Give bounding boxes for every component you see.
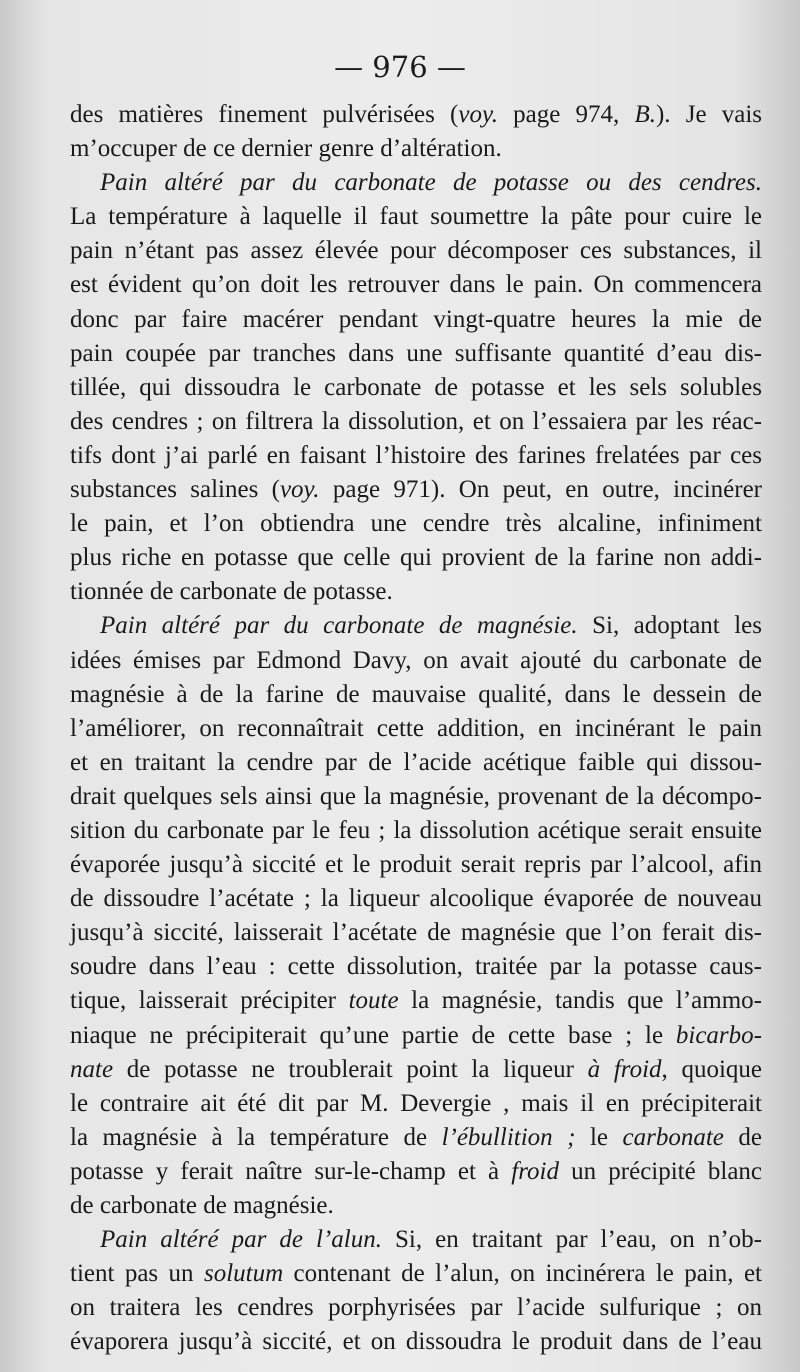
text-segment: pain coupée par tranches dans une suffisante quantité d’eau dis- [70,339,762,367]
text-segment: soudre dans l’eau : cette dissolution, traitée par la potasse caus- [70,953,762,981]
text-segment: la magnésie à la température de [70,1123,442,1151]
text-line [70,712,762,746]
text-segment: La température à laquelle il faut soumettre la pâte pour cuire le [70,203,762,231]
text-line [70,1325,762,1359]
text-segment: la magnésie, tandis que l’ammo- [398,987,762,1015]
italic-text: Pain altéré par du carbonate de potasse ou des cendres. [100,169,762,197]
italic-text: l’ébullition ; [441,1123,576,1151]
text-segment: page 974, [497,101,635,128]
text-segment: tifs dont j’ai parlé en faisant l’histoire des farines frelatées par ces [70,441,762,469]
text-segment: des matières finement pulvérisées ( [70,101,459,128]
italic-text: voy. [458,101,498,128]
text-segment: page 971). On peut, en outre, incinérer [319,476,762,504]
text-line [70,882,762,916]
text-segment: de [723,1123,763,1151]
italic-text: solutum [203,1260,284,1288]
text-line [70,1223,762,1257]
text-segment: Si, adoptant les [577,612,762,640]
text-segment: évaporée jusqu’à siccité et le produit serait repris par l’alcool, afin [70,851,762,879]
text-segment: un précipité blanc [558,1157,763,1185]
text-line [70,439,762,473]
text-segment: sition du carbonate par le feu ; la dissolution acétique serait ensuite [70,816,762,844]
text-segment: Si, en traitant par l’eau, on n’ob- [381,1226,762,1254]
text-segment: jusqu’à siccité, laisserait l’acétate de magnésie que l’on ferait dis- [70,919,762,947]
text-segment: tionnée de carbonate de potasse. [70,578,393,606]
text-line [70,950,762,984]
text-line [70,644,762,678]
text-line [70,746,762,780]
italic-text: froid [511,1157,559,1185]
text-segment: de dissoudre l’acétate ; la liqueur alcoolique évaporée de nouveau [70,885,762,913]
text-line [70,166,762,200]
italic-text: toute [348,987,399,1015]
text-line [70,678,762,712]
body-text [70,98,762,1359]
text-line [70,541,762,575]
italic-text: à froid [587,1055,662,1083]
text-line [70,132,762,166]
text-segment: des cendres ; on filtrera la dissolution, et on l’essaiera par les réac- [70,407,762,435]
text-segment: est évident qu’on doit les retrouver dans le pain. On commencera [70,271,762,299]
text-line [70,1087,762,1121]
text-line [70,337,762,371]
text-line [70,507,762,541]
text-segment: le contraire ait été dit par M. Devergie , mais il en précipiterait [70,1089,762,1117]
text-segment: plus riche en potasse que celle qui provient de la farine non addi- [70,544,762,572]
text-line [70,98,762,132]
text-segment: évaporera jusqu’à siccité, et on dissoudra le produit dans de l’eau [70,1328,762,1356]
text-segment: de potasse ne troublerait point la liqueur [113,1055,588,1083]
text-segment: substances salines ( [70,476,280,504]
text-segment: m’occuper de ce dernier genre d’altération. [70,135,502,163]
text-segment: niaque ne précipiterait qu’une partie de cette base ; le [70,1021,676,1049]
text-line [70,473,762,507]
text-line [70,234,762,268]
text-segment: tient pas un [70,1260,204,1288]
italic-text: bicarbo- [675,1021,762,1049]
italic-text: voy. [279,476,320,504]
text-line [70,1019,762,1053]
text-line [70,371,762,405]
text-segment: pain n’étant pas assez élevée pour décomposer ces substances, il [70,237,762,265]
italic-text: carbonate [622,1123,724,1151]
text-line [70,609,762,643]
text-line [70,848,762,882]
italic-text: Pain altéré par du carbonate de magnésie. [100,612,578,640]
text-segment: et en traitant la cendre par de l’acide acétique faible qui dissou- [70,748,762,776]
text-line [70,575,762,609]
text-line [70,814,762,848]
text-line [70,1291,762,1325]
text-segment: magnésie à de la farine de mauvaise qualité, dans le dessein de [70,680,762,708]
text-segment: , quoique [661,1055,762,1083]
text-segment: le pain, et l’on obtiendra une cendre très alcaline, infiniment [70,510,762,538]
text-segment: drait quelques sels ainsi que la magnésie, provenant de la décompo- [70,782,762,810]
page-number: — 976 — [334,50,466,84]
text-segment: de carbonate de magnésie. [70,1192,334,1219]
text-segment: l’améliorer, on reconnaîtrait cette addition, en incinérant le pain [70,714,762,742]
text-line [70,405,762,439]
text-line [70,780,762,814]
text-line [70,1155,762,1189]
text-segment: ). Je vais [655,101,762,128]
text-segment: potasse y ferait naître sur-le-champ et à [70,1157,512,1185]
text-segment: on traitera les cendres porphyrisées par l’acide sulfurique ; on [70,1294,762,1322]
text-line [70,984,762,1018]
text-segment: le [575,1123,623,1151]
text-line [70,916,762,950]
italic-text: Pain altéré par de l’alun. [100,1226,382,1254]
text-segment: idées émises par Edmond Davy, on avait ajouté du carbonate de [70,646,762,674]
text-line [70,1121,762,1155]
text-line [70,303,762,337]
italic-text: B. [634,101,656,128]
text-segment: contenant de l’alun, on incinérera le pain, et [283,1260,762,1288]
text-segment: tique, laisserait précipiter [70,987,349,1015]
text-line [70,1189,762,1223]
italic-text: nate [70,1055,114,1083]
text-line [70,1053,762,1087]
text-line [70,1257,762,1291]
text-line [70,200,762,234]
text-line [70,268,762,302]
text-segment: donc par faire macérer pendant vingt-quatre heures la mie de [70,305,762,333]
text-segment: tillée, qui dissoudra le carbonate de potasse et les sels solubles [70,373,762,401]
